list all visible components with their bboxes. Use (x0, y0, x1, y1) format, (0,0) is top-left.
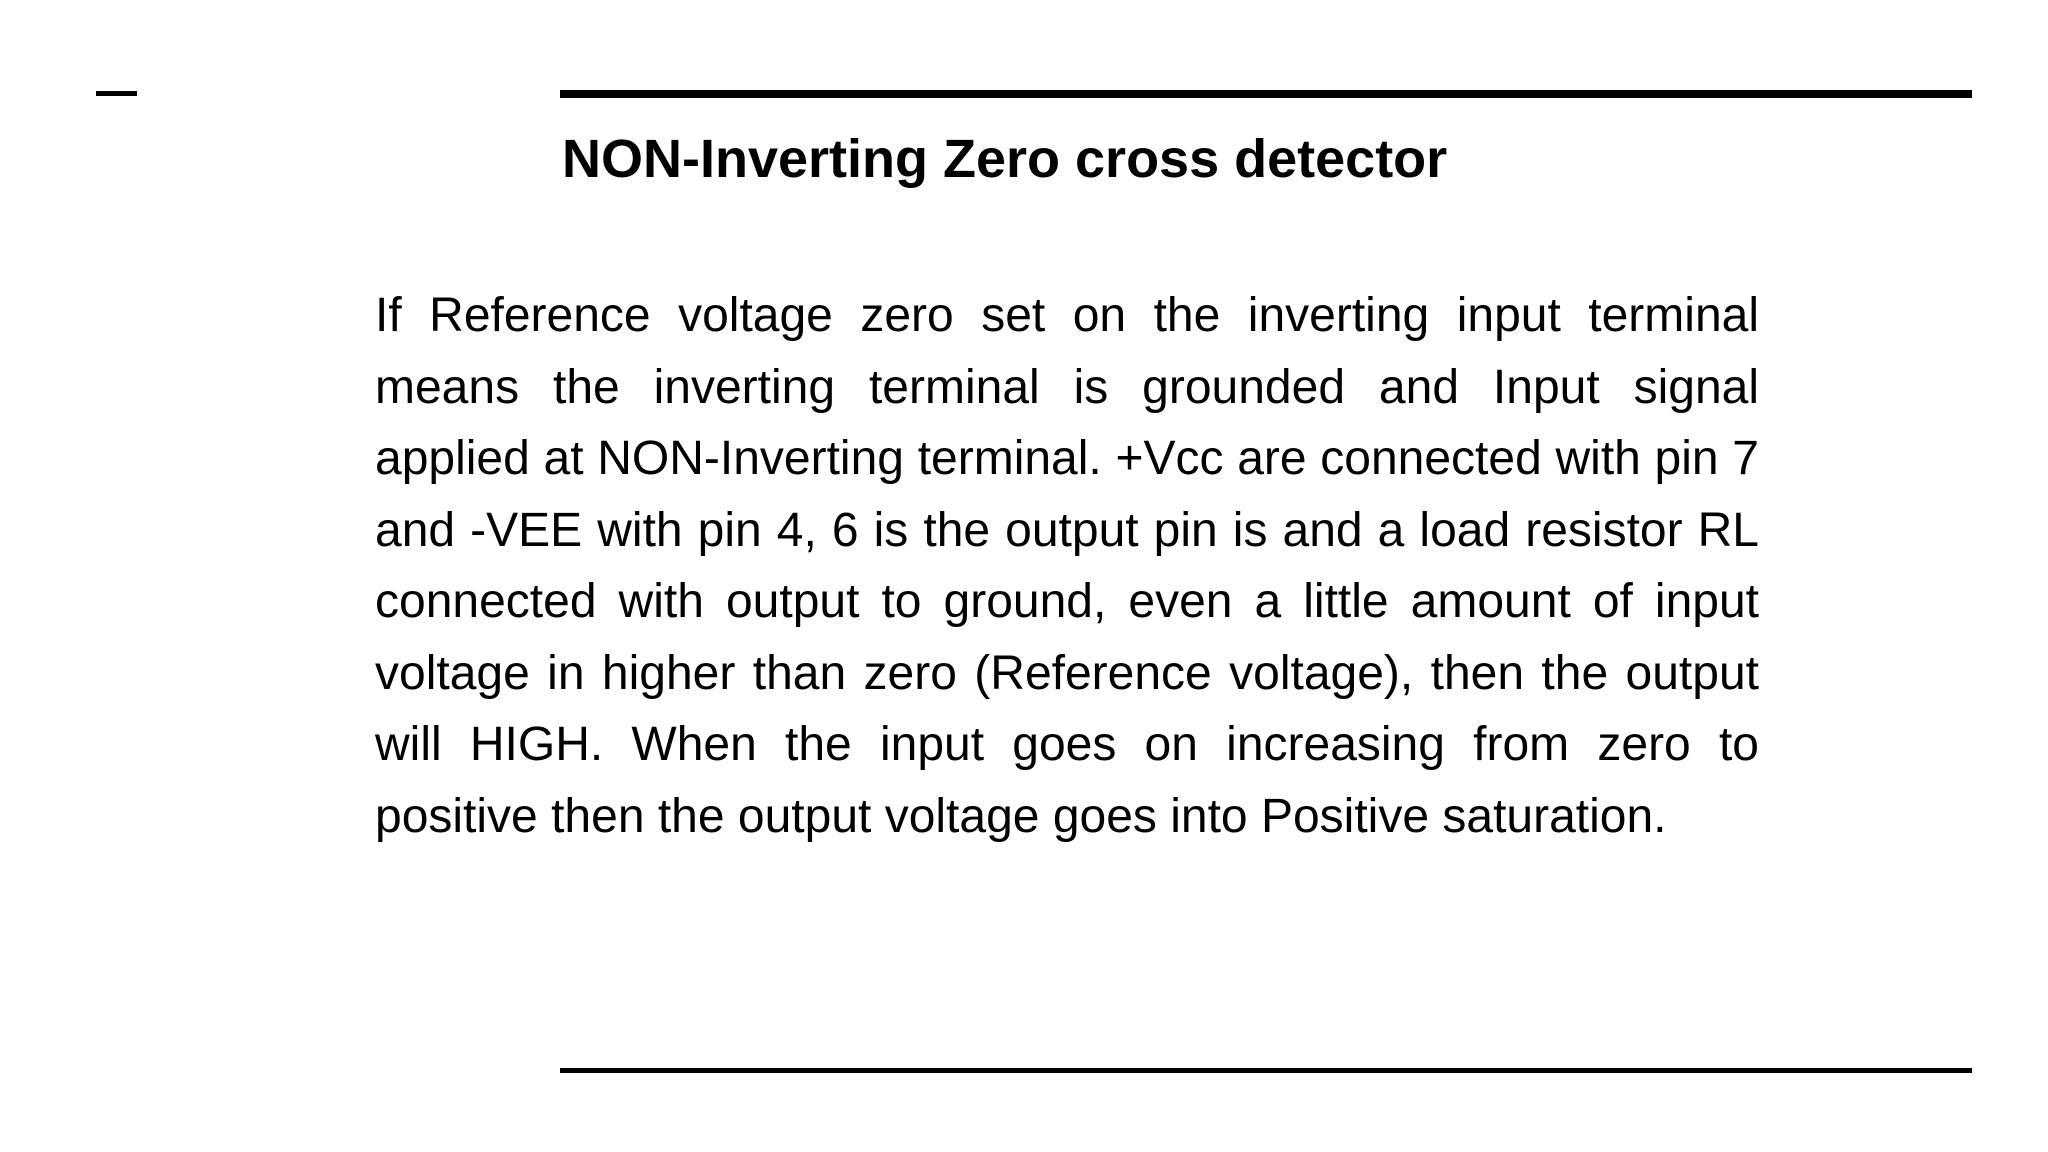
bottom-rule (560, 1068, 1972, 1073)
slide-body-text: If Reference voltage zero set on the inverting input terminal means the inverting terminal is grounded and Input signal applied at NON-Inverting terminal. +Vcc are connected with pin 7 and -VEE with pin 4, 6 is the output pin is and a load resistor RL connected with output to ground, even a little amount of input voltage in higher than zero (Reference voltage), then the output will HIGH. When the input goes on increasing from zero to positive then the output voltage goes into Positive saturation. (375, 289, 1759, 843)
corner-dash-decoration (96, 91, 137, 96)
slide-title: NON-Inverting Zero cross detector (562, 129, 1448, 189)
top-rule (560, 90, 1972, 98)
